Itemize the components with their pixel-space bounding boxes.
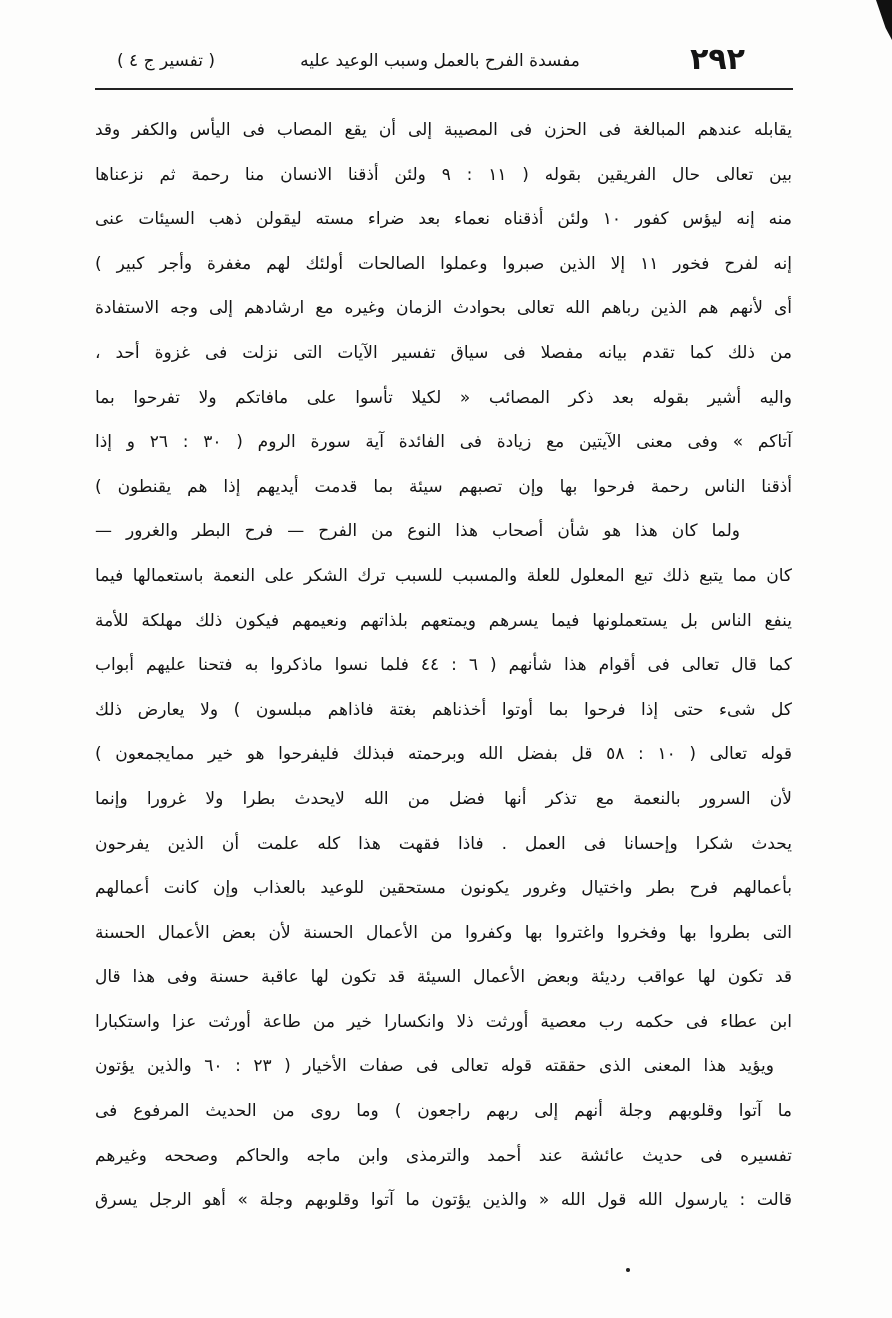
text-line: آتاكم » وفى معنى الآيتين مع زيادة فى الفائدة آية سورة الروم ( ٣٠ : ٢٦ و إذا (95, 432, 792, 453)
text-line: كما قال تعالى فى أقوام هذا شأنهم ( ٦ : ٤٤ فلما نسوا ماذكروا به فتحنا عليهم أبواب (95, 655, 792, 676)
header-rule (95, 88, 793, 90)
ink-speck (626, 1268, 630, 1272)
text-line: يحدث شكرا وإحسانا فى العمل . فاذا فقهت هذا كله علمت أن الذين يفرحون (95, 833, 792, 854)
scan-edge-mark (876, 0, 892, 40)
text-line: ابن عطاء فى حكمه رب معصية أورثت ذلا وانكسارا خير من طاعة أورثت عزا واستكبارا (95, 1011, 792, 1032)
text-line: قوله تعالى ( ١٠ : ٥٨ قل بفضل الله وبرحمته فبذلك فليفرحوا هو خير ممايجمعون ) (95, 744, 792, 765)
text-line: أى لأنهم هم الذين رباهم الله تعالى بحوادث الزمان وغيره مع ارشادهم إلى وجه الاستفادة (95, 298, 792, 319)
text-line: قالت : يارسول الله قول الله « والذين يؤتون ما آتوا وقلوبهم وجلة » أهو الرجل يسرق (95, 1190, 792, 1211)
text-line: من ذلك كما تقدم بيانه مفصلا فى سياق تفسير الآيات التى نزلت فى غزوة أحد ، (95, 342, 792, 363)
text-line: أذقنا الناس رحمة فرحوا بها وإن تصبهم سيئة بما قدمت أيديهم إذا هم يقنطون ) (95, 476, 792, 497)
text-line: ما آتوا وقلوبهم وجلة أنهم إلى ربهم راجعون ) وما روى من الحديث المرفوع فى (95, 1101, 792, 1122)
text-line: إنه لفرح فخور ١١ إلا الذين صبروا وعملوا الصالحات أولئك لهم مغفرة وأجر كبير ) (95, 253, 792, 274)
text-line: التى بطروا بها وفخروا واغتروا بها وكفروا من الأعمال الحسنة لأن بعض الأعمال الحسنة (95, 922, 792, 943)
volume-label: ( تفسير ج ٤ ) (117, 51, 216, 71)
text-line: منه إنه ليؤس كفور ١٠ ولئن أذقناه نعماء بعد ضراء مسته ليقولن ذهب السيئات عنى (95, 209, 793, 230)
text-line: كل شىء حتى إذا فرحوا بما أوتوا أخذناهم بغتة فاذاهم مبلسون ) ولا يعارض ذلك (95, 699, 792, 720)
text-line: بأعمالهم فرح بطر واختيال وغرور يكونون مستحقين للوعيد بالعذاب وإن كانت أعمالهم (95, 878, 792, 899)
text-line: تفسيره فى حديث عائشة عند أحمد والترمذى وابن ماجه والحاكم وصححه وغيرهم (95, 1145, 792, 1166)
page-number: ٢٩٢ (690, 42, 745, 77)
text-line: بين تعالى حال الفريقين بقوله ( ١١ : ٩ ولئن أذقنا الانسان منا رحمة ثم نزعناها (95, 164, 792, 185)
text-line: كان مما يتبع ذلك تبع المعلول للعلة والمسبب للسبب ترك الشكر على النعمة باستعمالها فيما (95, 565, 792, 586)
text-line: لأن السرور بالنعمة مع تذكر أنها فضل من الله لايحدث بطرا ولا غرورا وإنما (95, 788, 792, 809)
running-title: مفسدة الفرح بالعمل وسبب الوعيد عليه (300, 51, 580, 71)
text-line: قد تكون لها عواقب رديئة وبعض الأعمال السيئة قد تكون لها عاقبة حسنة وفى هذا قال (95, 967, 792, 988)
body-text (95, 108, 792, 1223)
text-line: واليه أشير بقوله بعد ذكر المصائب « لكيلا تأسوا على مافاتكم ولا تفرحوا بما (95, 387, 792, 408)
text-line: يقابله عندهم المبالغة فى الحزن فى المصيبة إلى أن يقع المصاب فى اليأس والكفر وقد (95, 120, 792, 140)
text-line: ينفع الناس بل يستعملونها فيما يسرهم ويمتعهم بلذاتهم ونعيمهم فيكون ذلك مهلكة للأمة (95, 610, 792, 631)
paragraph-start-line: ويؤيد هذا المعنى الذى حققته قوله تعالى فى صفات الأخيار ( ٢٣ : ٦٠ والذين يؤتون (95, 1056, 774, 1077)
paragraph-start-line: ولما كان هذا هو شأن أصحاب هذا النوع من الفرح — فرح البطر والغرور — (95, 521, 740, 542)
page-header (95, 38, 795, 88)
